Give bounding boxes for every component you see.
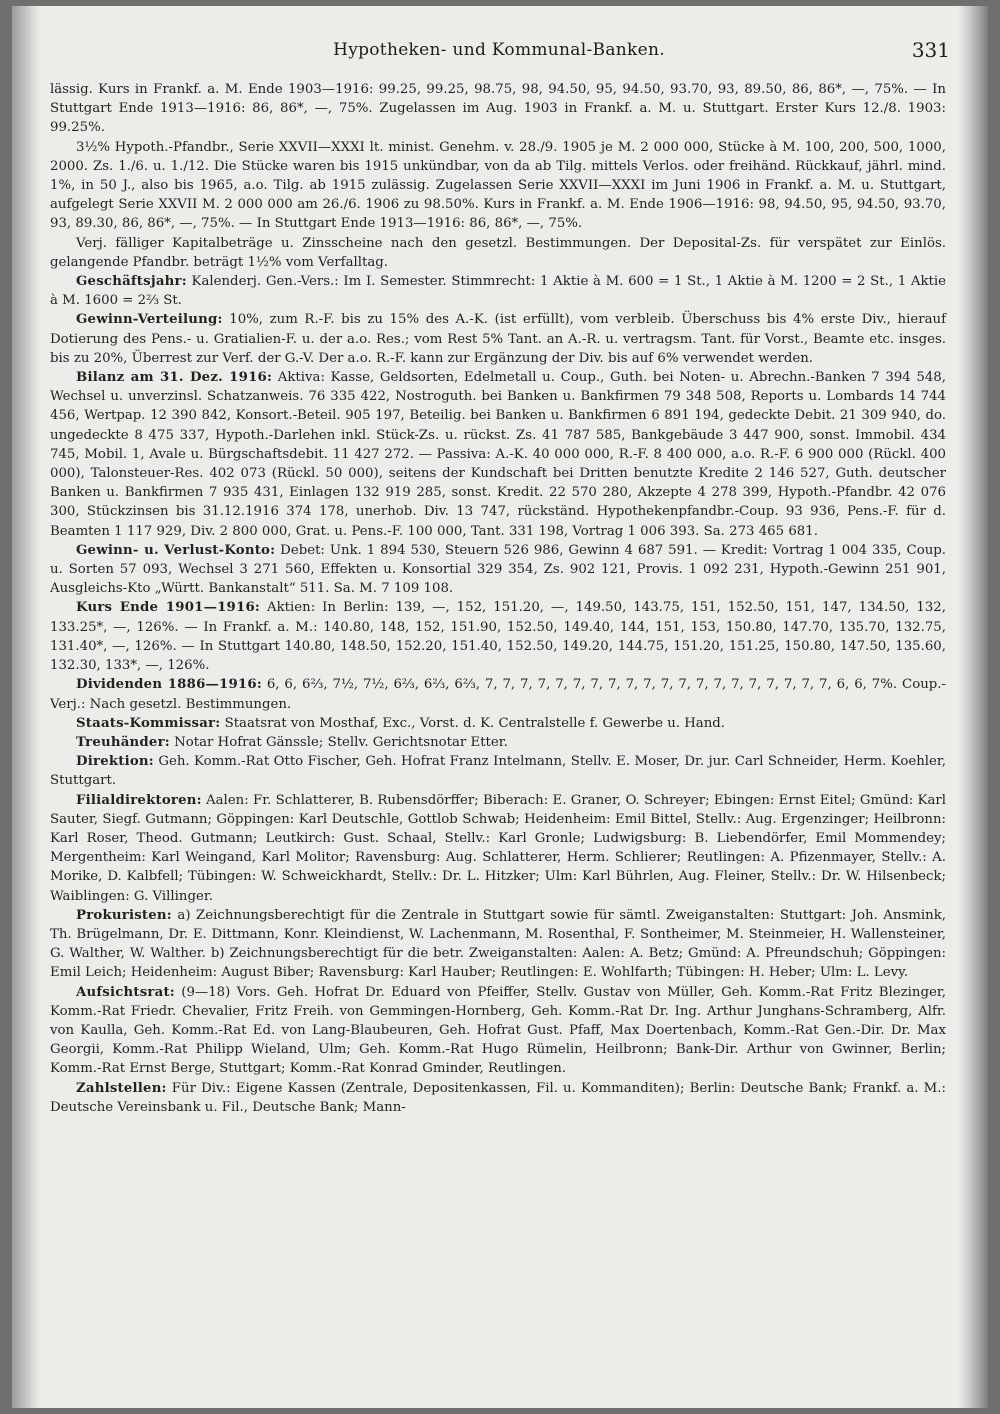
paragraph-zahlstellen: Zahlstellen: Für Div.: Eigene Kassen (Zentrale, Depositenkassen, Fil. u. Kommanditen); Berlin: Deutsche Bank; Frankf. a. M.: Deutsche Vereinsbank u. Fil., Deutsche Bank; Mann- bbox=[50, 1080, 946, 1115]
paragraph-bilanz: Bilanz am 31. Dez. 1916: Aktiva: Kasse, Geldsorten, Edelmetall u. Coup., Guth. bei Noten- u. Abrechn.-Banken 7 394 548, Wechsel u. unverzinsl. Schatzanweis. 76 335 422, Nostroguth. bei Banken u. Bankfirmen 79 348 508, Reports u. Lombards 14 744 456, Wertpap. 12 390 842, Konsort.-Beteil. 905 197, Beteilig. bei Banken u. Bankfirmen 6 891 194, gedeckte Debit. 21 309 940, do. ungedeckte 8 475 337, Hypoth.-Darlehen inkl. Stück-Zs. u. rückst. Zs. 41 787 585, Bankgebäude 3 447 900, sonst. Immobil. 434 745, Mobil. 1, Avale u. Bürgschaftsdebit. 11 427 272. — Passiva: A.-K. 40 000 000, R.-F. 8 400 000, a.o. R.-F. 6 900 000 (Rückl. 400 000), Talonsteuer-Res. 402 073 (Rückl. 50 000), seitens der Kundschaft bei Dritten benutzte Kredite 2 146 527, Guth. deutscher Banken u. Bankfirmen 7 935 431, Einlagen 132 919 285, sonst. Kredit. 22 570 280, Akzepte 4 278 399, Hypoth.-Pfandbr. 42 076 300, Stückzinsen bis 31.12.1916 374 178, unerhob. Div. 13 747, rückständ. Hypothekenpfandbr.-Coup. 93 936, Pens.-F. für d. Beamten 1 117 929, Div. 2 800 000, Grat. u. Pens.-F. 100 000, Tant. 331 198, Vortrag 1 006 393. Sa. 273 465 681. bbox=[50, 370, 946, 539]
paragraph-gewinn-verlust: Gewinn- u. Verlust-Konto: Debet: Unk. 1 894 530, Steuern 526 986, Gewinn 4 687 591. — Kredit: Vortrag 1 004 335, Coup. u. Sorten 57 093, Wechsel 3 271 560, Effekten u. Konsortial 329 354, Zs. 902 121, Provis. 1 092 231, Hypoth.-Gewinn 251 901, Ausgleichs-Kto „Württ. Bankanstalt“ 511. Sa. M. 7 109 108. bbox=[50, 542, 947, 597]
paragraph-treuhaender: Treuhänder: Notar Hofrat Gänssle; Stellv. Gerichtsnotar Etter. bbox=[76, 734, 508, 750]
document-page bbox=[12, 6, 988, 1408]
page-header bbox=[48, 40, 950, 68]
paragraph-dividenden: Dividenden 1886—1916: 6, 6, 6⅔, 7½, 7½, 6⅔, 6⅔, 6⅔, 7, 7, 7, 7, 7, 7, 7, 7, 7, 7, 7, 7, 7, 7, 7, 7, 7, 7, 7, 7, 6, 6, 7%. Coup.-Verj.: Nach gesetzl. Bestimmungen. bbox=[50, 677, 946, 712]
paragraph-geschaeftsjahr: Geschäftsjahr: Kalenderj. Gen.-Vers.: Im I. Semester. Stimmrecht: 1 Aktie à M. 600 = 1 St., 1 Aktie à M. 1200 = 2 St., 1 Aktie à M. 1600 = 2⅔ St. bbox=[50, 274, 946, 309]
paragraph-staats-kommissar: Staats-Kommissar: Staatsrat von Mosthaf, Exc., Vorst. d. K. Centralstelle f. Gewerbe u. Hand. bbox=[76, 715, 726, 731]
page-number: 331 bbox=[911, 38, 950, 62]
page-body bbox=[50, 80, 946, 1400]
paragraph-kurs-pfandbriefe: lässig. Kurs in Frankf. a. M. Ende 1903—1916: 99.25, 99.25, 98.75, 98, 94.50, 95, 94.50, 93.70, 93, 89.50, 86, 86*, —, 75%. — In Stuttgart Ende 1913—1916: 86, 86*, —, 75%. Zugelassen im Aug. 1903 in Frankf. a. M. u. Stuttgart. Erster Kurs 12./8. 1903: 99.25%. bbox=[50, 82, 946, 136]
running-title: Hypotheken- und Kommunal-Banken. bbox=[333, 40, 665, 60]
paragraph-verjaehrung: Verj. fälliger Kapitalbeträge u. Zinsscheine nach den gesetzl. Bestimmungen. Der Deposital-Zs. für verspätet zur Einlös. gelangende Pfandbr. beträgt 1½% vom Verfalltag. bbox=[50, 235, 946, 270]
paragraph-kurs-aktien: Kurs Ende 1901—1916: Aktien: In Berlin: 139, —, 152, 151.20, —, 149.50, 143.75, 151, 152.50, 151, 147, 134.50, 132, 133.25*, —, 126%. — In Frankf. a. M.: 140.80, 148, 152, 151.90, 152.50, 149.40, 144, 151, 153, 150.80, 147.70, 135.70, 132.75, 131.40*, —, 126%. — In Stuttgart 140.80, 148.50, 152.20, 151.40, 152.50, 149.20, 144.75, 151.20, 151.25, 150.80, 147.50, 135.60, 132.30, 133*, —, 126%. bbox=[50, 600, 946, 674]
paragraph-gewinn-verteilung: Gewinn-Verteilung: 10%, zum R.-F. bis zu 15% des A.-K. (ist erfüllt), vom verbleib. Überschuss bis 4% erste Div., hierauf Dotierung des Pens.- u. Gratialien-F. u. der a.o. Res.; vom Rest 5% Tant. an A.-R. u. vertragsm. Tant. für Vorst., Beamte etc. insges. bis zu 20%, Überrest zur Verf. der G.-V. Der a.o. R.-F. kann zur Ergänzung der Div. bis auf 6% verwendet werden. bbox=[50, 312, 946, 366]
paragraph-aufsichtsrat: Aufsichtsrat: (9—18) Vors. Geh. Hofrat Dr. Eduard von Pfeiffer, Stellv. Gustav von Müller, Geh. Komm.-Rat Fritz Blezinger, Komm.-Rat Friedr. Chevalier, Fritz Freih. von Gemmingen-Hornberg, Geh. Komm.-Rat Dr. Ing. Arthur Junghans-Schramberg, Alfr. von Kaulla, Geh. Komm.-Rat Ed. von Lang-Blaubeuren, Geh. Hofrat Gust. Pfaff, Max Doertenbach, Komm.-Rat Gen.-Dir. Dr. Max Georgii, Komm.-Rat Philipp Wieland, Ulm; Geh. Komm.-Rat Hugo Rümelin, Heilbronn; Bank-Dir. Arthur von Gwinner, Berlin; Komm.-Rat Ernst Berge, Stuttgart; Komm.-Rat Konrad Gminder, Reutlingen. bbox=[50, 984, 946, 1077]
paragraph-direktion: Direktion: Geh. Komm.-Rat Otto Fischer, Geh. Hofrat Franz Intelmann, Stellv. E. Moser, Dr. jur. Carl Schneider, Herm. Koehler, Stuttgart. bbox=[50, 754, 946, 789]
paragraph-prokuristen: Prokuristen: a) Zeichnungsberechtigt für die Zentrale in Stuttgart sowie für sämtl. Zweiganstalten: Stuttgart: Joh. Ansmink, Th. Brügelmann, Dr. E. Dittmann, Konr. Kleindienst, W. Lachenmann, M. Rosenthal, F. Sontheimer, M. Steinmeier, H. Wallensteiner, G. Walther, W. Walther. b) Zeichnungsberechtigt für die betr. Zweiganstalten: Aalen: A. Betz; Gmünd: A. Pfreundschuh; Göppingen: Emil Leich; Heidenheim: August Biber; Ravensburg: Karl Hauber; Reutlingen: E. Wohlfarth; Tübingen: H. Heber; Ulm: L. Levy. bbox=[50, 907, 946, 981]
paragraph-serie-xxvii: 3½% Hypoth.-Pfandbr., Serie XXVII—XXXI lt. minist. Genehm. v. 28./9. 1905 je M. 2 000 000, Stücke à M. 100, 200, 500, 1000, 2000. Zs. 1./6. u. 1./12. Die Stücke waren bis 1915 unkündbar, von da ab Tilg. mittels Verlos. oder freihänd. Rückkauf, jährl. mind. 1%, in 50 J., also bis 1965, a.o. Tilg. ab 1915 zulässig. Zugelassen Serie XXVII—XXXI im Juni 1906 in Frankf. a. M. u. Stuttgart, aufgelegt Serie XXVII M. 2 000 000 am 26./6. 1906 zu 98.50%. Kurs in Frankf. a. M. Ende 1906—1916: 98, 94.50, 95, 94.50, 93.70, 93, 89.30, 86, 86*, —, 75%. — In Stuttgart Ende 1913—1916: 86, 86*, —, 75%. bbox=[50, 139, 946, 232]
paragraph-filialdirektoren: Filialdirektoren: Aalen: Fr. Schlatterer, B. Rubensdörffer; Biberach: E. Graner, O. Schreyer; Ebingen: Ernst Eitel; Gmünd: Karl Sauter, Siegf. Gutmann; Göppingen: Karl Deutschle, Gottlob Schwab; Heidenheim: Emil Bittel, Stellv.: Aug. Ergenzinger; Heilbronn: Karl Roser, Theod. Gutmann; Leutkirch: Gust. Schaal, Stellv.: Karl Gronle; Ludwigsburg: B. Liebendörfer, Emil Mommendey; Mergentheim: Karl Weingand, Karl Molitor; Ravensburg: Aug. Schlatterer, Herm. Schlierer; Reutlingen: A. Pfizenmayer, Stellv.: A. Morike, D. Kalbfell; Tübingen: W. Schweickhardt, Stellv.: Dr. L. Hitzker; Ulm: Karl Bührlen, Aug. Fleiner, Stellv.: Dr. W. Hilsenbeck; Waiblingen: G. Villinger. bbox=[50, 792, 946, 904]
